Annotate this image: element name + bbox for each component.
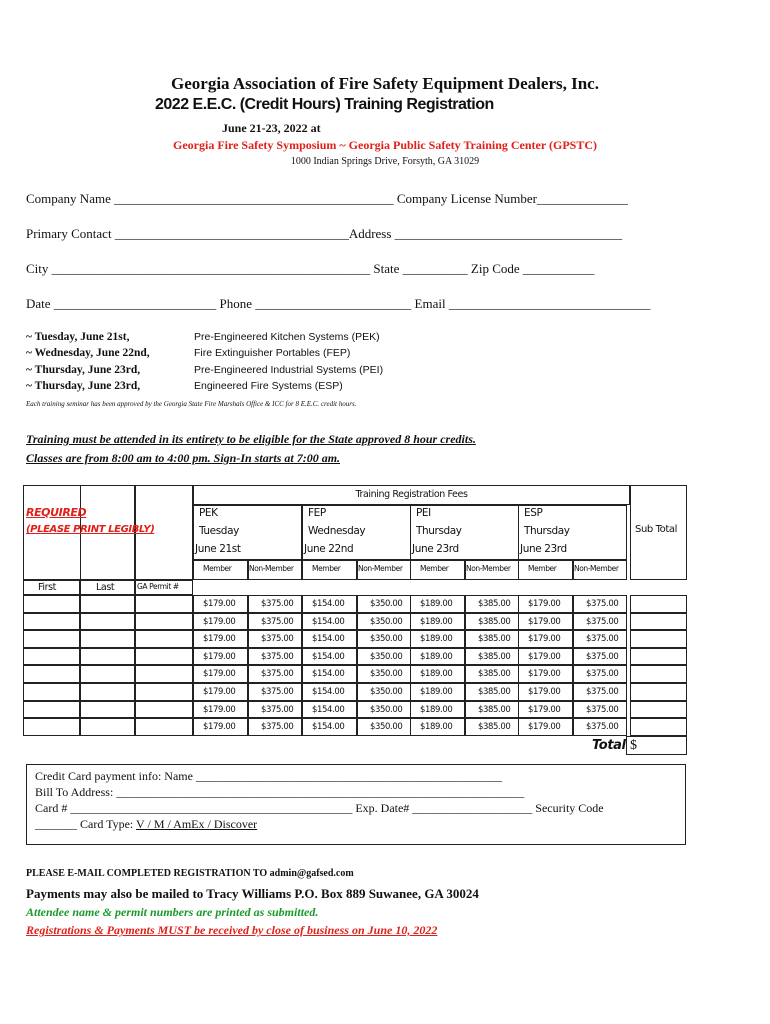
course-day: Tuesday: [199, 525, 239, 537]
course-header-esp: [518, 505, 627, 560]
member-fee-cell[interactable]: [302, 613, 357, 631]
member-fee-cell[interactable]: [410, 595, 465, 613]
member-fee: $154.00: [312, 651, 345, 662]
member-fee-cell[interactable]: [302, 630, 357, 648]
non-member-fee-cell[interactable]: [573, 613, 627, 631]
member-fee: $179.00: [203, 616, 236, 627]
permit-input[interactable]: [135, 613, 193, 631]
non-member-header: [573, 560, 627, 580]
member-fee-cell[interactable]: [410, 718, 465, 736]
first-name-input[interactable]: [23, 718, 80, 736]
member-fee-cell[interactable]: [193, 701, 248, 719]
non-member-fee-cell[interactable]: [357, 683, 411, 701]
non-member-fee: $375.00: [586, 704, 619, 715]
last-name-input[interactable]: [80, 683, 135, 701]
member-fee-cell[interactable]: [302, 595, 357, 613]
symposium-name: Georgia Fire Safety Symposium ~ Georgia Public Safety Training Center (GPSTC): [173, 138, 597, 152]
non-member-fee-cell[interactable]: [465, 665, 519, 683]
non-member-fee: $385.00: [478, 722, 511, 733]
email-instruction: PLEASE E-MAIL COMPLETED REGISTRATION TO admin@gafsed.com: [26, 868, 354, 879]
non-member-fee: $375.00: [261, 599, 294, 609]
member-fee-cell[interactable]: [410, 630, 465, 648]
member-fee: $154.00: [312, 669, 345, 680]
last-name-label: Last: [96, 582, 115, 593]
member-header: [302, 560, 357, 580]
member-fee: $154.00: [312, 704, 345, 715]
first-name-input[interactable]: [23, 613, 80, 631]
member-fee-cell[interactable]: [410, 683, 465, 701]
non-member-fee-cell[interactable]: [248, 595, 302, 613]
member-label: Member: [312, 564, 341, 573]
non-member-fee: $385.00: [478, 687, 511, 697]
member-fee-cell[interactable]: [410, 665, 465, 683]
member-fee-cell[interactable]: [410, 648, 465, 666]
member-fee: $179.00: [203, 634, 236, 645]
printed-note: Attendee name & permit numbers are printed as submitted.: [26, 905, 319, 919]
non-member-fee-cell[interactable]: [573, 595, 627, 613]
subtotal-cell[interactable]: [630, 683, 687, 701]
non-member-fee-cell[interactable]: [248, 683, 302, 701]
print-legibly-label: (PLEASE PRINT LEGIBLY): [26, 524, 155, 535]
member-label: Member: [528, 564, 557, 573]
member-fee-cell[interactable]: [193, 595, 248, 613]
member-fee: $154.00: [312, 599, 345, 609]
schedule-day: ~ Thursday, June 23rd,: [26, 380, 141, 392]
non-member-fee: $375.00: [586, 669, 619, 680]
card-type-field[interactable]: [35, 817, 257, 832]
member-fee: $179.00: [528, 651, 561, 662]
non-member-fee: $375.00: [586, 634, 619, 645]
non-member-label: Non-Member: [249, 564, 294, 573]
course-date: June 22nd: [304, 543, 354, 555]
non-member-fee: $375.00: [586, 599, 619, 609]
non-member-fee: $350.00: [370, 616, 403, 627]
member-fee: $179.00: [203, 687, 236, 697]
non-member-fee-cell[interactable]: [248, 665, 302, 683]
member-fee-cell[interactable]: [302, 665, 357, 683]
non-member-header: [465, 560, 519, 580]
fees-title-box: [193, 485, 630, 505]
non-member-fee-cell[interactable]: [465, 630, 519, 648]
member-label: Member: [203, 564, 232, 573]
permit-input[interactable]: [135, 630, 193, 648]
member-fee: $179.00: [528, 687, 561, 697]
first-name-input[interactable]: [23, 683, 80, 701]
non-member-fee-cell[interactable]: [573, 683, 627, 701]
non-member-label: Non-Member: [466, 564, 511, 573]
course-code: ESP: [524, 507, 543, 519]
non-member-fee: $375.00: [586, 687, 619, 697]
non-member-fee-cell[interactable]: [573, 718, 627, 736]
member-fee-cell[interactable]: [302, 718, 357, 736]
payment-box: [26, 764, 686, 845]
event-dates: June 21-23, 2022 at: [222, 121, 321, 135]
non-member-header: [357, 560, 411, 580]
subtotal-cell[interactable]: [630, 613, 687, 631]
non-member-fee-cell[interactable]: [248, 613, 302, 631]
member-fee-cell[interactable]: [518, 665, 573, 683]
non-member-fee-cell[interactable]: [357, 648, 411, 666]
member-header: [518, 560, 573, 580]
member-fee-cell[interactable]: [302, 701, 357, 719]
last-name-input[interactable]: [80, 701, 135, 719]
schedule-course: Fire Extinguisher Portables (FEP): [194, 347, 351, 359]
total-box[interactable]: [626, 736, 687, 755]
schedule-course: Pre-Engineered Kitchen Systems (PEK): [194, 331, 380, 343]
last-name-input[interactable]: [80, 648, 135, 666]
form-title: Georgia Association of Fire Safety Equipment Dealers, Inc.: [171, 74, 599, 93]
member-fee: $189.00: [420, 634, 453, 645]
subtotal-header-box: [630, 485, 687, 580]
member-fee: $189.00: [420, 651, 453, 662]
member-fee-cell[interactable]: [302, 648, 357, 666]
member-fee: $189.00: [420, 687, 453, 697]
course-date: June 23rd: [412, 543, 459, 555]
member-fee: $189.00: [420, 704, 453, 715]
card-type-options: V / M / AmEx / Discover: [136, 817, 258, 831]
non-member-fee: $350.00: [370, 651, 403, 662]
member-fee: $189.00: [420, 722, 453, 733]
course-day: Thursday: [524, 525, 570, 537]
non-member-fee-cell[interactable]: [573, 630, 627, 648]
permit-label: GA Permit #: [137, 582, 179, 591]
non-member-fee-cell[interactable]: [357, 718, 411, 736]
member-fee: $179.00: [528, 599, 561, 609]
non-member-fee: $375.00: [261, 651, 294, 662]
first-name-input[interactable]: [23, 630, 80, 648]
permit-input[interactable]: [135, 683, 193, 701]
course-header-pek: [193, 505, 302, 560]
deadline-note: Registrations & Payments MUST be received by close of business on June 10, 2022: [26, 923, 438, 937]
last-header-box: [80, 485, 135, 580]
member-fee: $179.00: [528, 704, 561, 715]
member-fee-cell[interactable]: [193, 665, 248, 683]
member-fee: $179.00: [203, 651, 236, 662]
last-col-header: [80, 580, 135, 595]
course-date: June 21st: [195, 543, 241, 555]
subtotal-cell[interactable]: [630, 718, 687, 736]
member-fee: $179.00: [528, 616, 561, 627]
member-fee: $189.00: [420, 616, 453, 627]
non-member-fee-cell[interactable]: [465, 595, 519, 613]
non-member-fee: $375.00: [261, 722, 294, 733]
subtotal-cell[interactable]: [630, 701, 687, 719]
member-fee-cell[interactable]: [410, 613, 465, 631]
first-name-input[interactable]: [23, 648, 80, 666]
card-type-label: _______ Card Type:: [35, 817, 137, 831]
non-member-fee-cell[interactable]: [465, 613, 519, 631]
non-member-fee: $350.00: [370, 634, 403, 645]
permit-input[interactable]: [135, 648, 193, 666]
schedule-day: ~ Wednesday, June 22nd,: [26, 347, 150, 359]
member-fee: $189.00: [420, 599, 453, 609]
name-header-box: [23, 485, 193, 580]
first-name-input[interactable]: [23, 701, 80, 719]
member-fee-cell[interactable]: [518, 630, 573, 648]
schedule-course: Pre-Engineered Industrial Systems (PEI): [194, 364, 384, 376]
member-fee-cell[interactable]: [410, 701, 465, 719]
non-member-fee: $350.00: [370, 599, 403, 609]
non-member-fee-cell[interactable]: [248, 701, 302, 719]
permit-input[interactable]: [135, 595, 193, 613]
non-member-header: [248, 560, 302, 580]
subtotal-cell[interactable]: [630, 648, 687, 666]
permit-header-box: [135, 485, 193, 580]
member-fee: $179.00: [203, 722, 236, 733]
non-member-fee: $375.00: [261, 704, 294, 715]
course-date: June 23rd: [520, 543, 567, 555]
member-fee: $189.00: [420, 669, 453, 680]
first-name-input[interactable]: [23, 595, 80, 613]
total-currency: $: [630, 737, 637, 753]
first-name-label: First: [38, 582, 56, 593]
attendance-notice: Training must be attended in its entirety to be eligible for the State approved 8 hour credits.: [26, 432, 476, 446]
non-member-fee-cell[interactable]: [465, 701, 519, 719]
non-member-fee-cell[interactable]: [248, 718, 302, 736]
non-member-fee: $350.00: [370, 687, 403, 697]
member-fee: $179.00: [203, 704, 236, 715]
first-name-input[interactable]: [23, 665, 80, 683]
sub-total-label: Sub Total: [635, 524, 677, 535]
last-name-input[interactable]: [80, 665, 135, 683]
non-member-fee: $385.00: [478, 704, 511, 715]
non-member-fee-cell[interactable]: [573, 648, 627, 666]
non-member-fee: $375.00: [586, 722, 619, 733]
schedule-day: ~ Thursday, June 23rd,: [26, 364, 141, 376]
course-header-fep: [302, 505, 411, 560]
member-fee: $179.00: [203, 599, 236, 609]
non-member-fee-cell[interactable]: [248, 630, 302, 648]
total-label: Total: [592, 737, 626, 753]
company-name-field[interactable]: Company Name ___________________________________________ Company License Number______________: [26, 191, 628, 206]
course-code: PEI: [416, 507, 431, 519]
card-number-field[interactable]: Card # _______________________________________________ Exp. Date# ____________________ Security Code: [35, 801, 604, 815]
non-member-fee-cell[interactable]: [465, 718, 519, 736]
member-fee: $179.00: [203, 669, 236, 680]
venue-address: 1000 Indian Springs Drive, Forsyth, GA 31029: [290, 156, 480, 167]
non-member-fee: $385.00: [478, 616, 511, 627]
member-header: [410, 560, 465, 580]
member-fee: $179.00: [528, 669, 561, 680]
non-member-fee: $385.00: [478, 599, 511, 609]
permit-input[interactable]: [135, 718, 193, 736]
member-fee-cell[interactable]: [518, 683, 573, 701]
non-member-fee: $385.00: [478, 651, 511, 662]
member-header: [193, 560, 248, 580]
approval-note: Each training seminar has been approved by the Georgia State Fire Marshals Office & ICC for 8 E.E.C. credit hours.: [26, 400, 357, 408]
city-state-zip-field[interactable]: City _________________________________________________ State __________ Zip Code ___________: [26, 261, 595, 276]
course-code: FEP: [308, 507, 326, 519]
member-fee-cell[interactable]: [193, 648, 248, 666]
mail-instruction: Payments may also be mailed to Tracy Williams P.O. Box 889 Suwanee, GA 30024: [26, 886, 479, 901]
non-member-fee: $385.00: [478, 634, 511, 645]
non-member-fee-cell[interactable]: [357, 613, 411, 631]
non-member-fee-cell[interactable]: [573, 665, 627, 683]
non-member-fee: $375.00: [261, 669, 294, 680]
non-member-fee: $375.00: [261, 687, 294, 697]
course-day: Wednesday: [308, 525, 366, 537]
member-fee: $154.00: [312, 616, 345, 627]
non-member-fee-cell[interactable]: [357, 665, 411, 683]
member-label: Member: [420, 564, 449, 573]
permit-input[interactable]: [135, 701, 193, 719]
primary-contact-field[interactable]: Primary Contact ____________________________________Address ___________________________________: [26, 226, 623, 241]
permit-col-header: [135, 580, 193, 595]
subtotal-cell[interactable]: [630, 665, 687, 683]
non-member-fee-cell[interactable]: [465, 648, 519, 666]
non-member-label: Non-Member: [358, 564, 403, 573]
first-col-header: [23, 580, 80, 595]
date-phone-email-field[interactable]: Date _________________________ Phone ________________________ Email _______________________________: [26, 296, 651, 311]
non-member-fee: $375.00: [586, 651, 619, 662]
member-fee-cell[interactable]: [193, 718, 248, 736]
schedule-day: ~ Tuesday, June 21st,: [26, 331, 130, 343]
course-day: Thursday: [416, 525, 462, 537]
form-subtitle: 2022 E.E.C. (Credit Hours) Training Registration: [155, 96, 494, 113]
non-member-fee-cell[interactable]: [573, 701, 627, 719]
required-label: REQUIRED: [26, 506, 87, 519]
non-member-fee-cell[interactable]: [465, 683, 519, 701]
permit-input[interactable]: [135, 665, 193, 683]
non-member-fee: $385.00: [478, 669, 511, 680]
last-name-input[interactable]: [80, 630, 135, 648]
non-member-fee: $375.00: [261, 634, 294, 645]
member-fee-cell[interactable]: [193, 613, 248, 631]
member-fee: $154.00: [312, 687, 345, 697]
last-name-input[interactable]: [80, 613, 135, 631]
bill-address-field[interactable]: Bill To Address: ____________________________________________________________________: [35, 785, 525, 799]
member-fee-cell[interactable]: [302, 683, 357, 701]
subtotal-cell[interactable]: [630, 630, 687, 648]
non-member-fee-cell[interactable]: [357, 701, 411, 719]
non-member-fee-cell[interactable]: [357, 630, 411, 648]
member-fee-cell[interactable]: [518, 718, 573, 736]
card-name-field[interactable]: Credit Card payment info: Name ___________________________________________________: [35, 769, 502, 783]
non-member-fee: $375.00: [261, 616, 294, 627]
non-member-fee: $375.00: [586, 616, 619, 627]
member-fee: $154.00: [312, 722, 345, 733]
member-fee-cell[interactable]: [518, 701, 573, 719]
member-fee-cell[interactable]: [518, 595, 573, 613]
non-member-label: Non-Member: [574, 564, 619, 573]
member-fee-cell[interactable]: [518, 613, 573, 631]
member-fee: $179.00: [528, 722, 561, 733]
non-member-fee: $350.00: [370, 704, 403, 715]
non-member-fee: $350.00: [370, 722, 403, 733]
last-name-input[interactable]: [80, 595, 135, 613]
member-fee-cell[interactable]: [193, 630, 248, 648]
subtotal-cell[interactable]: [630, 595, 687, 613]
non-member-fee: $350.00: [370, 669, 403, 680]
non-member-fee-cell[interactable]: [357, 595, 411, 613]
member-fee: $179.00: [528, 634, 561, 645]
class-hours-notice: Classes are from 8:00 am to 4:00 pm. Sign-In starts at 7:00 am.: [26, 451, 341, 465]
last-name-input[interactable]: [80, 718, 135, 736]
non-member-fee-cell[interactable]: [248, 648, 302, 666]
fees-title: Training Registration Fees: [355, 489, 468, 500]
member-fee: $154.00: [312, 634, 345, 645]
member-fee-cell[interactable]: [193, 683, 248, 701]
course-header-pei: [410, 505, 519, 560]
course-code: PEK: [199, 507, 218, 519]
schedule-course: Engineered Fire Systems (ESP): [194, 380, 343, 392]
member-fee-cell[interactable]: [518, 648, 573, 666]
